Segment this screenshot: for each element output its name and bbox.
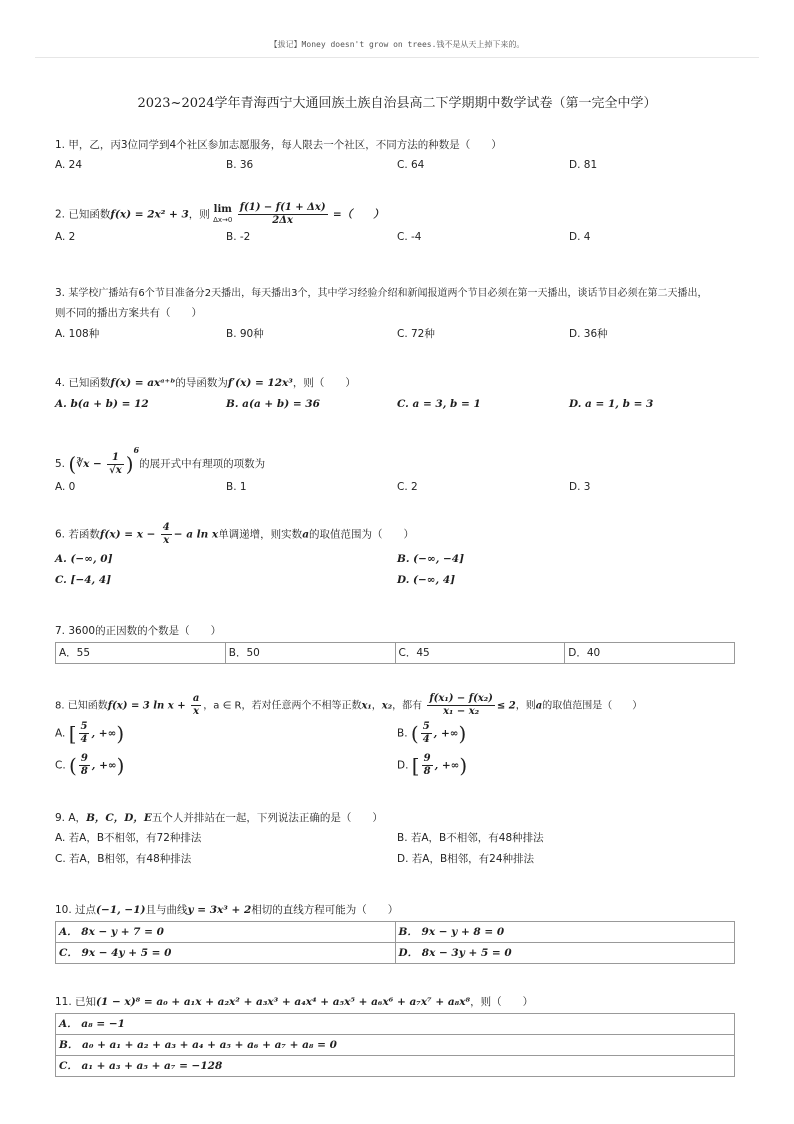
option-c[interactable]: C. 64	[397, 159, 425, 171]
option-a[interactable]: A. 24	[55, 159, 83, 171]
question-text: 的取值范围为（ ）	[309, 528, 414, 541]
option-c[interactable]: C. 2	[397, 480, 418, 493]
math-function: f(x) = axᵃ⁺ᵇ	[110, 377, 176, 389]
option-b[interactable]: B． 9x − y + 8 = 0	[395, 922, 735, 943]
question-4	[55, 375, 745, 412]
option-c[interactable]: C. 若A，B相邻，有48种排法	[55, 853, 192, 865]
question-text: =（ ）	[332, 208, 384, 221]
option-b[interactable]: B. (−∞, −4]	[397, 553, 465, 565]
limit-fraction: $\frac{f(1) - f(1 + \Delta x)}{2\Delta x}$	[239, 202, 326, 226]
option-b[interactable]: B．50	[225, 643, 395, 664]
math-function: f(x) = 2x² + 3	[110, 208, 189, 221]
question-text: 甲，乙，丙3位同学到4个社区参加志愿服务，每人限去一个社区，不同方法的种数是（ ）	[68, 139, 502, 151]
question-text: ，都有	[392, 700, 423, 712]
option-c[interactable]: C． a₁ + a₃ + a₅ + a₇ = −128	[56, 1056, 735, 1077]
question-text: 且与曲线	[145, 904, 188, 916]
option-d[interactable]: D．40	[565, 643, 735, 664]
question-number: 1.	[55, 139, 66, 151]
option-a[interactable]: A． a₈ = −1	[56, 1014, 735, 1035]
question-number: 11.	[55, 996, 72, 1008]
math-derivative: f′(x) = 12x³	[227, 377, 293, 389]
math-variable: x₁	[361, 700, 372, 712]
math-function: f(x) = 3 ln x +	[107, 700, 186, 712]
question-9	[55, 810, 745, 872]
question-text: 已知函数	[68, 377, 111, 389]
question-text: ，则（ ）	[292, 377, 356, 389]
question-text: 已知函数	[68, 208, 111, 221]
page-title: 2023~2024学年青海西宁大通回族土族自治县高二下学期期中数学试卷（第一完全中学）	[137, 96, 657, 111]
option-c[interactable]: C. a = 3, b = 1	[397, 398, 481, 410]
question-7	[55, 623, 745, 664]
option-b[interactable]: B. 若A，B不相邻，有48种排法	[397, 832, 544, 844]
option-b[interactable]: B. 1	[226, 480, 247, 493]
math-function: f(x) = x −	[99, 528, 156, 541]
question-text: 的导函数为	[175, 377, 228, 389]
question-number: 6.	[55, 528, 66, 541]
options-table	[55, 642, 735, 664]
difference-quotient: $\frac{\text{f(x₁) − f(x₂)}}{\text{x₁ − x₂}}$	[429, 693, 493, 717]
option-d[interactable]: D. 81	[569, 159, 598, 171]
question-text: 若函数	[68, 528, 100, 541]
options-table	[55, 921, 735, 964]
option-d[interactable]: D． 8x − 3y + 5 = 0	[395, 943, 735, 964]
option-c[interactable]: C．45	[395, 643, 565, 664]
question-text: 单调递增，则实数	[218, 528, 303, 541]
question-text: 则不同的播出方案共有（ ）	[55, 307, 202, 319]
option-c[interactable]: C. [−4, 4]	[55, 574, 112, 586]
option-a[interactable]: A. 若A，B不相邻，有72种排法	[55, 832, 202, 844]
math-expression: ∛x −	[76, 458, 102, 470]
option-d[interactable]: D. 3	[569, 480, 591, 493]
option-b[interactable]: B. -2	[226, 231, 251, 243]
question-text: A，	[68, 812, 87, 824]
question-text: 的取值范围是（ ）	[542, 700, 643, 712]
question-number: 10.	[55, 904, 72, 916]
option-c[interactable]: C． 9x − 4y + 5 = 0	[56, 943, 396, 964]
question-2	[55, 202, 745, 245]
question-text: ，则（ ）	[470, 996, 534, 1008]
question-10	[55, 902, 745, 964]
math-expression: (1 − x)⁸ = a₀ + a₁x + a₂x² + a₃x³ + a₄x⁴ + a₅x⁵ + a₆x⁶ + a₇x⁷ + a₈x⁸	[96, 996, 471, 1008]
option-b[interactable]: B. a(a + b) = 36	[226, 398, 320, 410]
question-1	[55, 137, 745, 173]
options-table	[55, 1013, 735, 1077]
question-text: 过点	[75, 904, 97, 916]
question-text: 已知	[75, 996, 97, 1008]
option-c[interactable]: C. 72种	[397, 328, 435, 340]
math-fraction: $\frac{a}{x}$	[192, 693, 200, 717]
separator: ，	[371, 700, 382, 712]
question-text: 相切的直线方程可能为（ ）	[251, 904, 399, 916]
question-text: 已知函数	[67, 700, 108, 712]
option-a[interactable]: A. [ $\frac{5}{4}$ , +∞)	[55, 721, 125, 746]
math-exponent: 6	[133, 445, 140, 455]
option-b[interactable]: B. ( $\frac{5}{4}$ , +∞)	[397, 721, 467, 746]
option-d[interactable]: D. 4	[569, 231, 591, 243]
math-variable: x₂	[381, 700, 393, 712]
question-number: 2.	[55, 208, 66, 221]
option-c[interactable]: C. -4	[397, 231, 422, 243]
question-5	[55, 442, 745, 495]
option-a[interactable]: A. b(a + b) = 12	[55, 398, 149, 410]
question-3	[55, 285, 745, 342]
option-b[interactable]: B. 36	[226, 159, 254, 171]
question-number: 3.	[55, 287, 66, 299]
question-text: 3600的正因数的个数是（ ）	[68, 625, 222, 637]
math-variable: a	[535, 700, 543, 712]
math-function: y = 3x³ + 2	[187, 904, 252, 916]
question-8	[55, 693, 745, 785]
option-d[interactable]: D. a = 1, b = 3	[569, 398, 654, 410]
paren-open: (	[68, 452, 77, 476]
math-inequality: ≤ 2	[496, 700, 516, 712]
math-point: (−1, −1)	[96, 904, 146, 916]
question-number: 8.	[55, 700, 65, 712]
option-c[interactable]: C. ( $\frac{9}{8}$ , +∞)	[55, 753, 125, 778]
question-text: 的展开式中有理项的项数为	[139, 458, 266, 470]
option-d[interactable]: D. [ $\frac{9}{8}$ , +∞)	[397, 753, 468, 778]
question-text: ，a ∈ R，若对任意两个不相等正数	[203, 700, 362, 712]
question-6	[55, 522, 745, 593]
question-number: 5.	[55, 458, 66, 470]
option-b[interactable]: B. 90种	[226, 328, 264, 340]
question-text: ，则	[188, 208, 210, 221]
math-variable: B，C，D，E	[86, 812, 152, 824]
option-a[interactable]: A. 108种	[55, 328, 100, 340]
question-number: 7.	[55, 625, 66, 637]
math-variable: a	[302, 528, 309, 541]
math-fraction: $\frac{1}{√x}$	[109, 451, 122, 476]
paren-close: )	[125, 452, 134, 476]
question-number: 4.	[55, 377, 66, 389]
header-divider	[35, 57, 759, 58]
question-11	[55, 994, 745, 1077]
option-d[interactable]: D. 若A，B相邻，有24种排法	[397, 853, 535, 865]
question-text: ，则	[515, 700, 536, 712]
option-b[interactable]: B． a₀ + a₁ + a₂ + a₃ + a₄ + a₅ + a₆ + a₇ + a₈ = 0	[56, 1035, 735, 1056]
option-a[interactable]: A. 0	[55, 480, 76, 493]
question-text: 五个人并排站在一起，下列说法正确的是（ ）	[151, 812, 383, 824]
math-fraction: $\frac{4}{x}$	[162, 522, 170, 546]
header-note: 【拔记】Money doesn't grow on trees.钱不是从天上掉下来的。	[269, 40, 525, 49]
option-d[interactable]: D. (−∞, 4]	[397, 574, 456, 586]
option-a[interactable]: A．55	[56, 643, 226, 664]
option-a[interactable]: A. 2	[55, 231, 76, 243]
option-a[interactable]: A． 8x − y + 7 = 0	[56, 922, 396, 943]
math-function: − a ln x	[173, 528, 219, 541]
option-d[interactable]: D. 36种	[569, 328, 608, 340]
option-a[interactable]: A. (−∞, 0]	[55, 553, 113, 565]
question-number: 9.	[55, 812, 66, 824]
question-text: 某学校广播站有6个节目准备分2天播出，每天播出3个，其中学习经验介绍和新闻报道两个节目必须在第一天播出，谈话节目必须在第二天播出，	[68, 288, 708, 299]
limit-operator: lim Δx→0	[213, 203, 233, 224]
